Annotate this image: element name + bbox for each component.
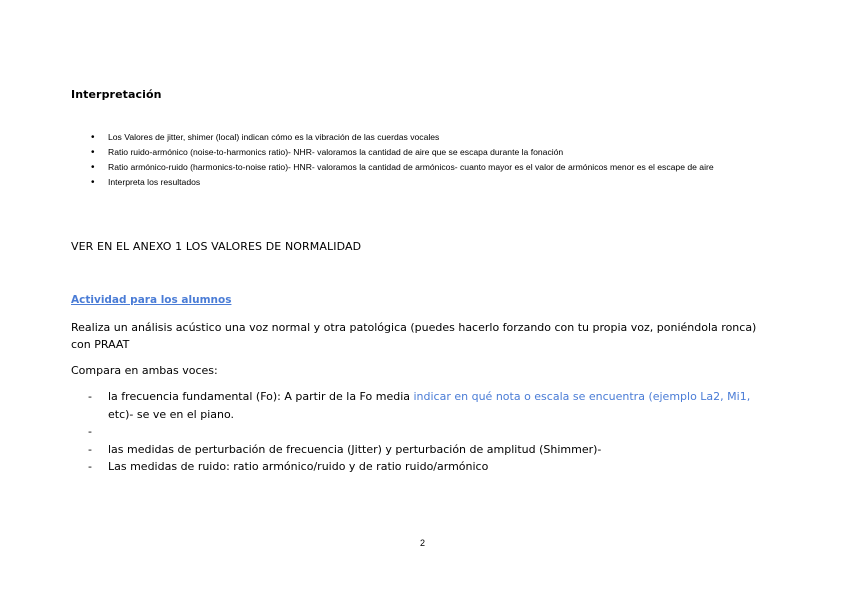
list-item-text: la frecuencia fundamental (Fo): A partir de la Fo media: [108, 390, 414, 403]
page-number: 2: [420, 538, 426, 548]
activity-instruction: Realiza un análisis acústico una voz normal y otra patológica (puedes hacerlo forzando con tu propia voz, poniéndola ronca) con PRAAT: [71, 321, 757, 351]
list-item: [88, 388, 768, 423]
section-heading: Interpretación: [71, 88, 162, 101]
list-item: - las medidas de perturbación de frecuencia (Jitter) y perturbación de amplitud (Shimmer)-: [88, 441, 768, 459]
list-item-text: etc)- se ve en el piano.: [108, 407, 234, 421]
interpretation-list: [91, 130, 771, 190]
list-item: • Ratio armónico-ruido (harmonics-to-noise ratio)- HNR- valoramos la cantidad de armónicos- cuanto mayor es el valor de armónicos menor es el escape de aire: [91, 160, 771, 175]
compare-list: [88, 388, 768, 476]
annex-note: VER EN EL ANEXO 1 LOS VALORES DE NORMALIDAD: [71, 240, 362, 253]
list-item: • Ratio ruido-armónico (noise-to-harmonics ratio)- NHR- valoramos la cantidad de aire que se escapa durante la fonación: [91, 145, 771, 160]
activity-title: Actividad para los alumnos: [71, 294, 232, 306]
list-item: • Interpreta los resultados: [91, 175, 771, 190]
list-item: [88, 423, 768, 441]
list-item: • Los Valores de jitter, shimer (local) indican cómo es la vibración de las cuerdas vocales: [91, 130, 771, 145]
list-item: - Las medidas de ruido: ratio armónico/ruido y de ratio ruido/armónico: [88, 458, 768, 476]
compare-intro: Compara en ambas voces:: [71, 364, 218, 377]
highlighted-text: indicar en qué nota o escala se encuentra (ejemplo La2, Mi1,: [413, 390, 751, 403]
